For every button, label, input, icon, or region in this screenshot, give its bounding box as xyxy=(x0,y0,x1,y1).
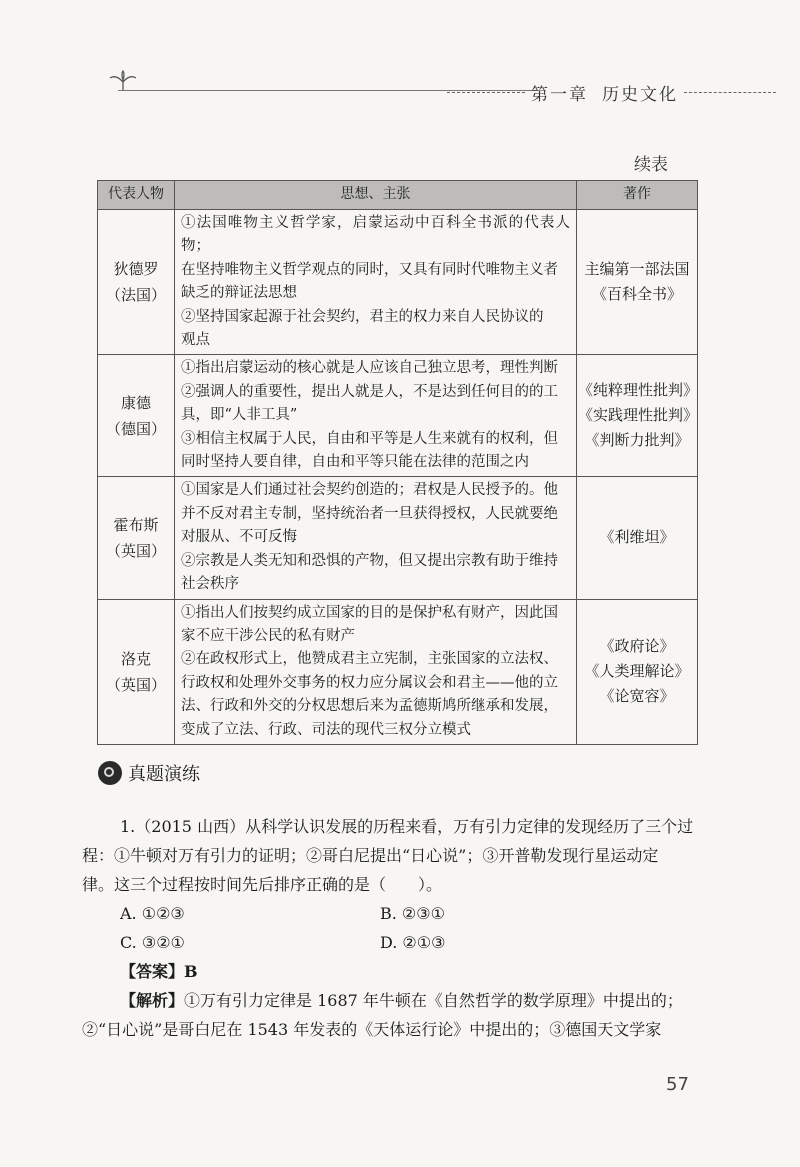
exercise-block xyxy=(82,812,702,1044)
work-title: 《实践理性批判》 xyxy=(578,406,699,425)
analysis-text: ①万有引力定律是 1687 年牛顿在《自然哲学的数学原理》中提出的； xyxy=(184,991,683,1010)
ideas-cell xyxy=(175,477,577,599)
analysis-line xyxy=(82,986,702,1015)
section-header xyxy=(98,760,200,786)
idea-line: 在坚持唯物主义哲学观点的同时，又具有同时代唯物主义者 xyxy=(181,261,558,278)
continued-label: 续表 xyxy=(634,155,668,175)
analysis-line: ②“日心说”是哥白尼在 1543 年发表的《天体运行论》中提出的；③德国天文学家 xyxy=(82,1020,662,1039)
idea-line: ②宗教是人类无知和恐惧的产物，但又提出宗教有助于维持 xyxy=(181,552,558,569)
work-title: 《利维坦》 xyxy=(599,528,675,547)
idea-line: ②强调人的重要性，提出人就是人，不是达到任何目的的工 xyxy=(181,383,558,400)
question-line: 1.（2015 山西）从科学认识发展的历程来看，万有引力定律的发现经历了三个过 xyxy=(120,817,694,836)
idea-line: ②坚持国家起源于社会契约，君主的权力来自人民协议的 xyxy=(181,308,544,325)
header-works: 著作 xyxy=(577,181,698,210)
chapter-title: 历史文化 xyxy=(602,85,678,105)
work-title: 主编第一部法国 xyxy=(584,260,690,279)
header-ideas: 思想、主张 xyxy=(175,181,577,210)
idea-line: ②在政权形式上，他赞成君主立宪制，主张国家的立法权、 xyxy=(181,651,558,668)
person-country: （德国） xyxy=(105,419,166,438)
idea-line: 并不反对君主专制，坚持统治者一旦获得授权，人民就要绝 xyxy=(181,505,558,522)
representative-cell xyxy=(98,355,175,477)
analysis-label: 【解析】 xyxy=(120,991,185,1010)
chapter-label: 第一章 xyxy=(531,85,588,105)
idea-line: 社会秩序 xyxy=(181,576,239,593)
representative-cell xyxy=(98,599,175,744)
option-c: C. ③②① xyxy=(120,933,185,952)
works-cell xyxy=(577,477,698,599)
idea-line: 家不应干涉公民的私有财产 xyxy=(181,627,355,644)
table-header-row xyxy=(98,181,698,210)
answer-label: 【答案】 xyxy=(120,962,185,981)
works-cell xyxy=(577,355,698,477)
question-line: 程：①牛顿对万有引力的证明；②哥白尼提出“日心说”；③开普勒发现行星运动定 xyxy=(82,846,659,865)
person-country: （英国） xyxy=(105,541,166,560)
idea-line: 缺乏的辩证法思想 xyxy=(181,285,297,302)
idea-line: ①国家是人们通过社会契约创造的；君权是人民授予的。他 xyxy=(181,482,558,499)
ideas-cell xyxy=(175,210,577,355)
idea-line: ①指出人们按契约成立国家的目的是保护私有财产，因此国 xyxy=(181,604,558,621)
table-row xyxy=(98,355,698,477)
person-name: 康德 xyxy=(120,393,151,412)
table-row xyxy=(98,477,698,599)
idea-line: 观点 xyxy=(181,332,210,349)
work-title: 《人类理解论》 xyxy=(584,662,690,681)
page-number: 57 xyxy=(666,1074,689,1095)
answer-line xyxy=(82,957,702,986)
person-name: 霍布斯 xyxy=(113,515,159,534)
representative-cell xyxy=(98,477,175,599)
ideas-cell xyxy=(175,599,577,744)
person-name: 狄德罗 xyxy=(113,260,159,279)
person-name: 洛克 xyxy=(120,649,151,668)
header-representative: 代表人物 xyxy=(98,181,175,210)
table-row xyxy=(98,599,698,744)
answer-value: B xyxy=(184,962,198,981)
options-row xyxy=(82,899,702,928)
section-badge-icon xyxy=(98,761,122,785)
ideas-cell xyxy=(175,355,577,477)
idea-line: ①指出启蒙运动的核心就是人应该自己独立思考，理性判断 xyxy=(181,360,558,377)
work-title: 《百科全书》 xyxy=(591,285,682,304)
question-line: 律。这三个过程按时间先后排序正确的是（ ）。 xyxy=(82,875,443,894)
table-row xyxy=(98,210,698,355)
options-row xyxy=(82,928,702,957)
person-country: （法国） xyxy=(105,286,166,305)
work-title: 《纯粹理性批判》 xyxy=(578,381,699,400)
idea-line: 变成了立法、行政、司法的现代三权分立模式 xyxy=(181,721,471,738)
person-country: （英国） xyxy=(105,675,166,694)
idea-line: 对服从、不可反悔 xyxy=(181,529,297,546)
idea-line: 同时坚持人要自律，自由和平等只能在法律的范围之内 xyxy=(181,454,529,471)
section-title: 真题演练 xyxy=(128,764,200,785)
leaf-ornament-icon xyxy=(108,70,138,92)
option-a: A. ①②③ xyxy=(120,904,185,923)
option-d: D. ②①③ xyxy=(380,933,446,952)
idea-line: ①法国唯物主义哲学家，启蒙运动中百科全书派的代表人物； xyxy=(181,215,570,255)
work-title: 《判断力批判》 xyxy=(584,431,690,450)
thinkers-table xyxy=(97,180,698,745)
representative-cell xyxy=(98,210,175,355)
works-cell xyxy=(577,210,698,355)
idea-line: 行政权和处理外交事务的权力应分属议会和君主——他的立 xyxy=(181,674,558,691)
work-title: 《论宽容》 xyxy=(599,687,675,706)
idea-line: 法、行政和外交的分权思想后来为孟德斯鸠所继承和发展， xyxy=(181,698,558,715)
work-title: 《政府论》 xyxy=(599,637,675,656)
idea-line: ③相信主权属于人民，自由和平等是人生来就有的权利，但 xyxy=(181,430,558,447)
option-b: B. ②③① xyxy=(380,904,445,923)
works-cell xyxy=(577,599,698,744)
running-header xyxy=(441,80,782,105)
idea-line: 具，即“人非工具” xyxy=(181,407,298,424)
